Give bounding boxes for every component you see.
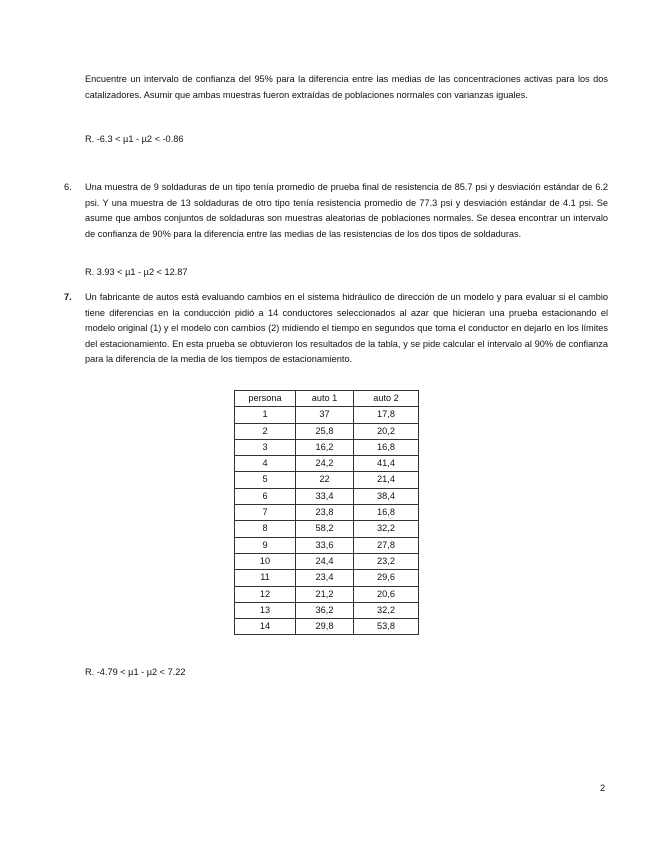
table-row [235,407,419,423]
cell-persona: 13 [235,602,296,618]
cell-auto-2: 38,4 [354,488,419,504]
cell-auto-1: 36,2 [296,602,354,618]
table-row [235,456,419,472]
cell-persona: 3 [235,439,296,455]
cell-auto-2: 17,8 [354,407,419,423]
cell-auto-1: 25,8 [296,423,354,439]
cell-persona: 6 [235,488,296,504]
cell-auto-1: 24,2 [296,456,354,472]
cell-auto-2: 23,2 [354,553,419,569]
table-row [235,570,419,586]
intro-text: Encuentre un intervalo de confianza del 95% para la diferencia entre las medias de las concentraciones activas para los dos catalizadores. Asumir que ambas muestras fueron extraídas de poblaciones normales con varianzas iguales. [85,74,608,100]
cell-auto-2: 21,4 [354,472,419,488]
cell-persona: 10 [235,553,296,569]
table-row [235,439,419,455]
cell-persona: 1 [235,407,296,423]
cell-persona: 8 [235,521,296,537]
intro-paragraph [85,72,608,103]
cell-auto-1: 24,4 [296,553,354,569]
table-row [235,586,419,602]
cell-auto-2: 32,2 [354,602,419,618]
intro-answer: R. -6.3 < µ1 - µ2 < -0.86 [85,134,184,144]
cell-persona: 9 [235,537,296,553]
cell-auto-1: 33,4 [296,488,354,504]
table-row [235,423,419,439]
cell-auto-1: 58,2 [296,521,354,537]
cell-auto-2: 27,8 [354,537,419,553]
problem-6-text: Una muestra de 9 soldaduras de un tipo tenía promedio de prueba final de resistencia de 85.7 psi y desviación estándar de 6.2 psi. Y una muestra de 13 soldaduras de otro tipo tenía resistencia promedio de 77.3 psi y desviación estándar de 4.1 psi. Se asume que ambos conjuntos de soldaduras son muestras aleatorias de poblaciones normales. Se desea encontrar un intervalo de confianza de 90% para la diferencia entre las medias de las resistencias de los dos tipos de soldaduras. [85,182,608,239]
problem-6-paragraph [85,180,608,242]
problem-7-number: 7. [64,292,72,302]
cell-auto-2: 20,2 [354,423,419,439]
cell-auto-2: 16,8 [354,505,419,521]
cell-persona: 11 [235,570,296,586]
table-row [235,619,419,635]
table-row [235,472,419,488]
cell-persona: 12 [235,586,296,602]
problem-7-answer: R. -4.79 < µ1 - µ2 < 7.22 [85,667,186,677]
cell-auto-1: 16,2 [296,439,354,455]
cell-persona: 14 [235,619,296,635]
cell-persona: 7 [235,505,296,521]
table-row [235,521,419,537]
cell-auto-1: 22 [296,472,354,488]
cell-auto-1: 23,4 [296,570,354,586]
problem-7-paragraph [85,290,608,368]
cell-persona: 2 [235,423,296,439]
cell-auto-1: 37 [296,407,354,423]
table-row [235,602,419,618]
table-row [235,488,419,504]
cell-auto-2: 53,8 [354,619,419,635]
cell-auto-2: 32,2 [354,521,419,537]
problem-6-answer: R. 3.93 < µ1 - µ2 < 12.87 [85,267,188,277]
problem-7-text: Un fabricante de autos está evaluando cambios en el sistema hidráulico de dirección de un modelo y para evaluar si el cambio tiene diferencias en la conducción pidió a 14 conductores seleccionados al azar que hicieran una prueba estacionando el modelo original (1) y el modelo con cambios (2) midiendo el tiempo en segundos que toma el conductor en dejarlo en los límites del estacionamiento. En esta prueba se obtuvieron los resultados de la tabla, y se pide calcular el intervalo al 90% de confianza para la diferencia de la media de los tiempos de estacionamiento. [85,292,608,364]
cell-auto-1: 23,8 [296,505,354,521]
cell-persona: 5 [235,472,296,488]
cell-auto-2: 29,6 [354,570,419,586]
header-auto-1: auto 1 [296,391,354,407]
header-auto-2: auto 2 [354,391,419,407]
problem-6-number: 6. [64,182,72,192]
table-header-row [235,391,419,407]
table-row [235,553,419,569]
parking-times-table [234,390,419,635]
table-row [235,537,419,553]
cell-auto-2: 16,8 [354,439,419,455]
cell-auto-1: 33,6 [296,537,354,553]
table-row [235,505,419,521]
page-number: 2 [600,783,606,793]
cell-persona: 4 [235,456,296,472]
cell-auto-2: 41,4 [354,456,419,472]
header-persona: persona [235,391,296,407]
cell-auto-2: 20,6 [354,586,419,602]
cell-auto-1: 21,2 [296,586,354,602]
cell-auto-1: 29,8 [296,619,354,635]
